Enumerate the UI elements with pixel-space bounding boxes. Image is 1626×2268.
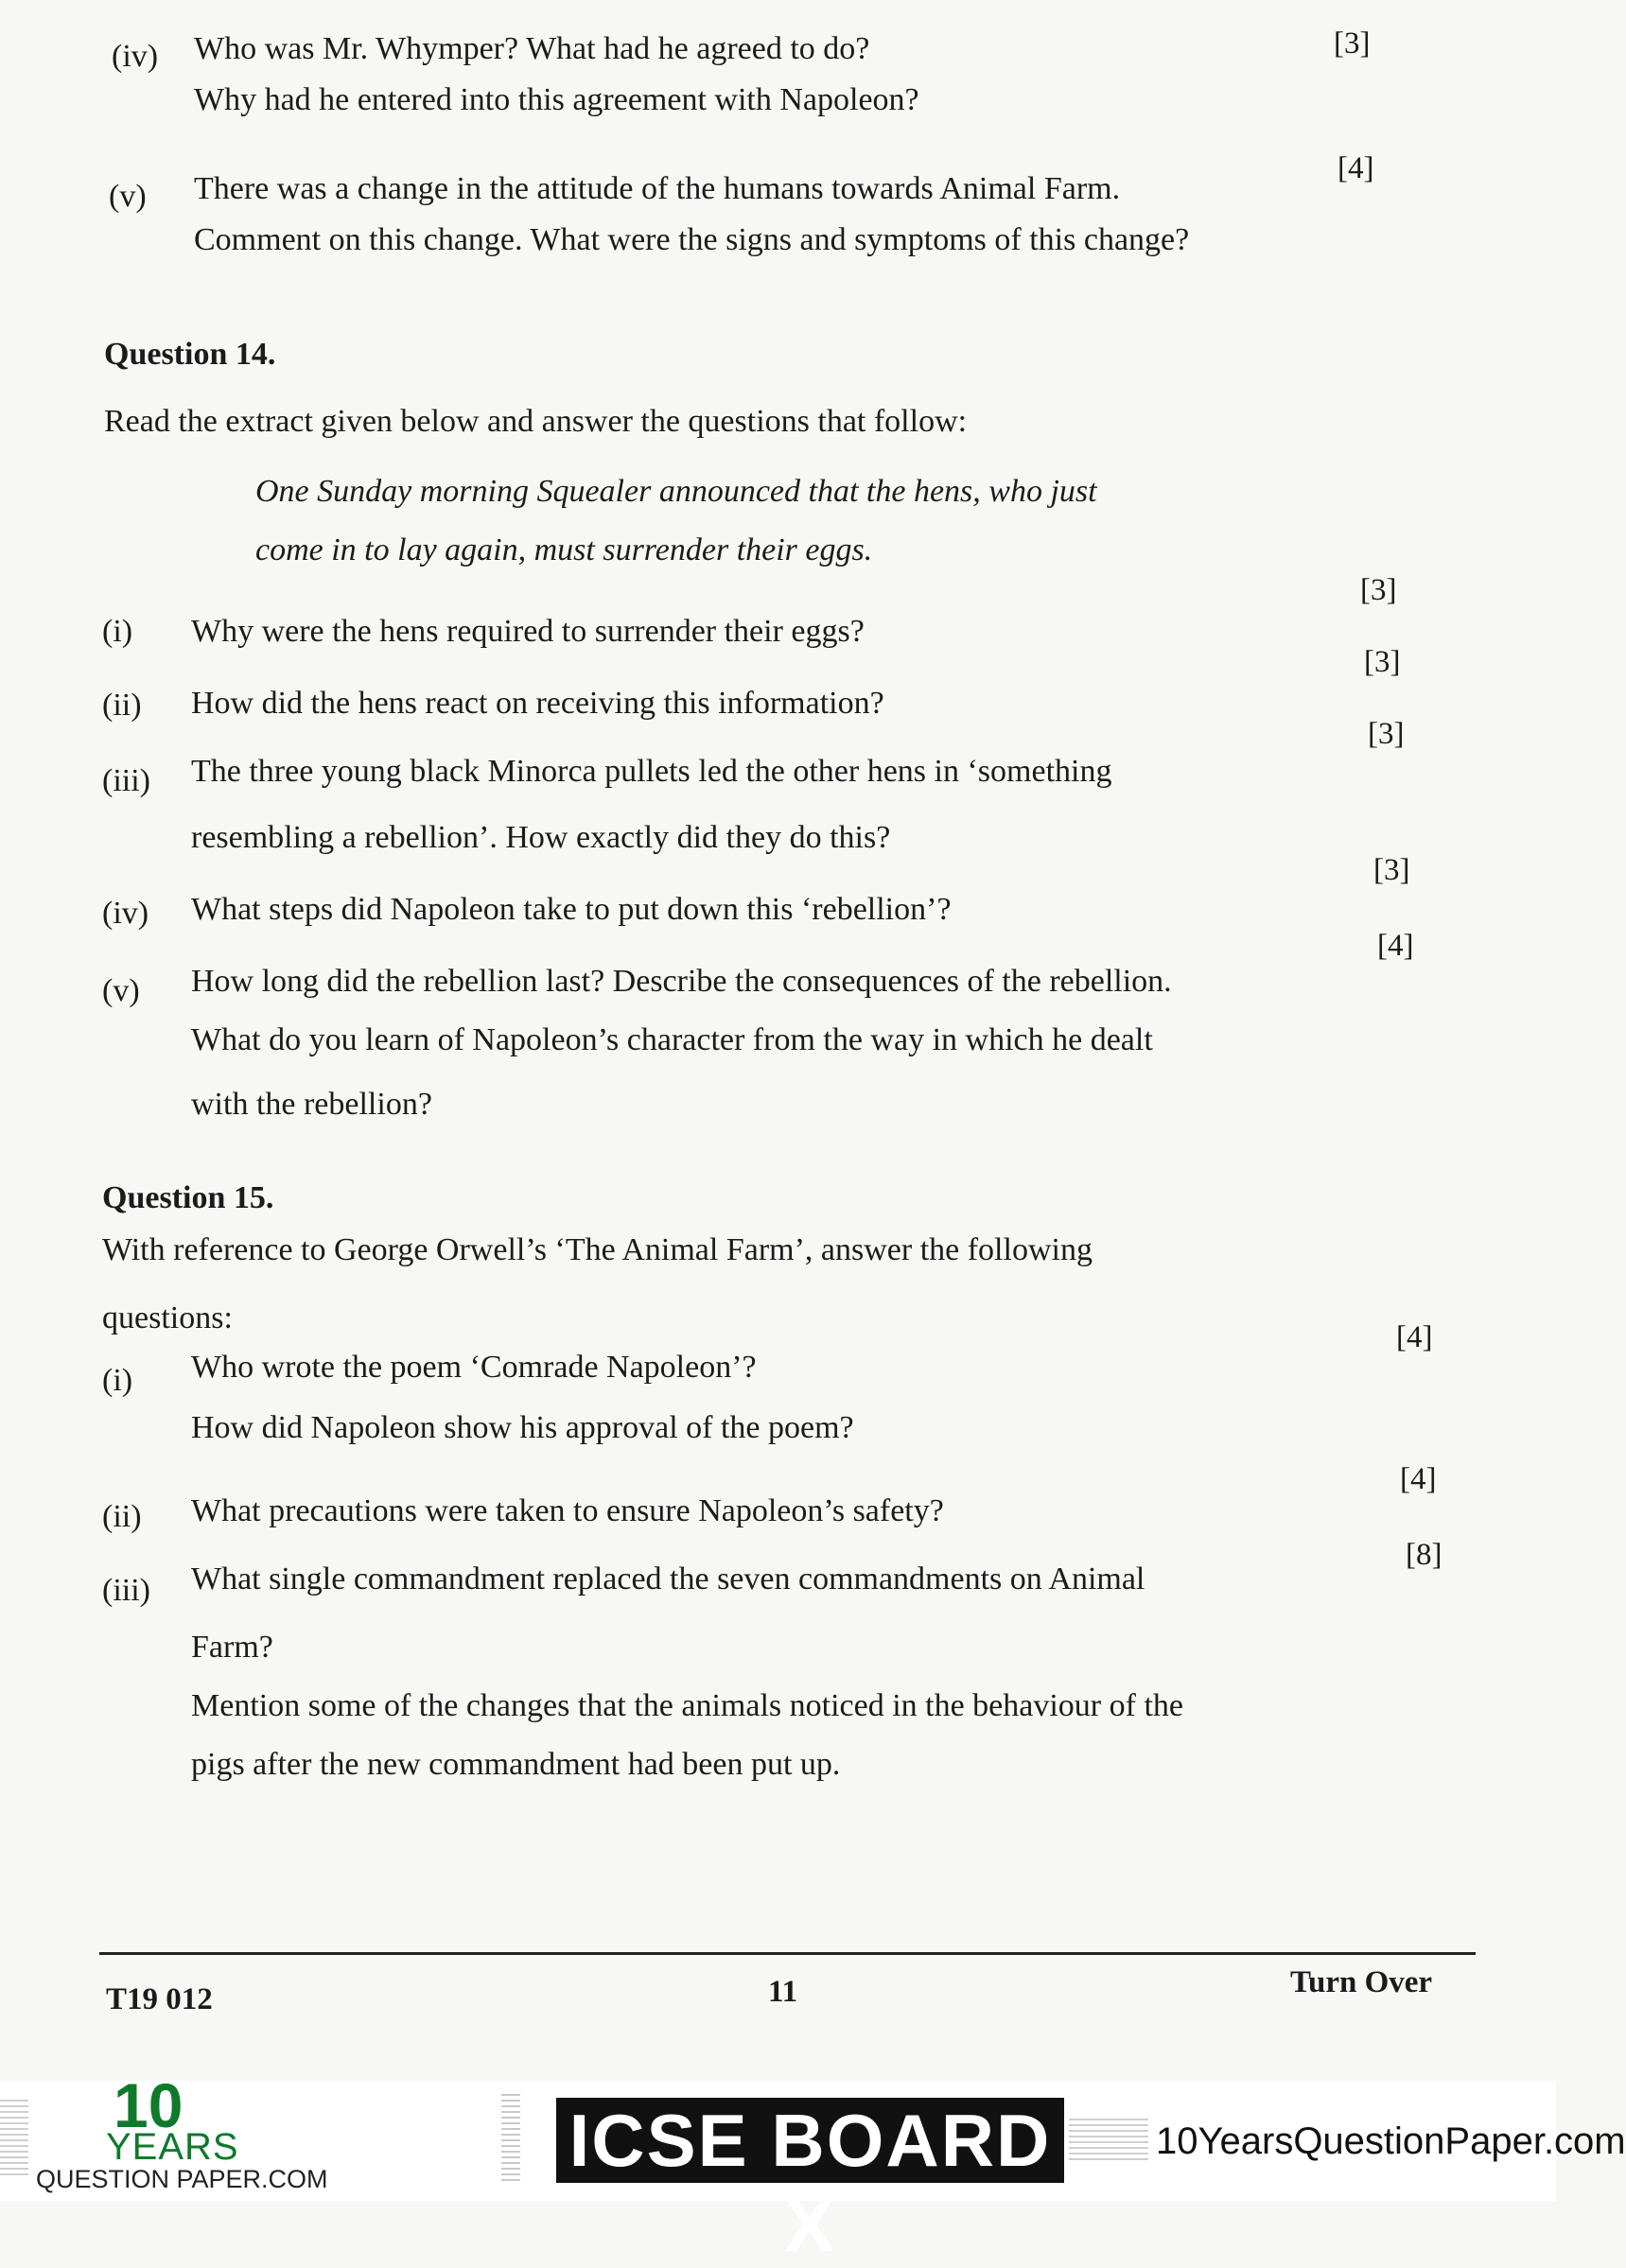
decorative-stripes-left [0, 2100, 28, 2175]
q14-iv-line-1: What steps did Napoleon take to put down this ‘rebellion’? [191, 892, 952, 927]
q13-iv-line-1: Who was Mr. Whymper? What had he agreed to do? [194, 31, 870, 66]
q14-extract-line-1: One Sunday morning Squealer announced that the hens, who just [255, 474, 1097, 509]
q14-intro: Read the extract given below and answer the questions that follow: [104, 404, 968, 439]
q14-i-mark: [3] [1360, 573, 1397, 607]
q14-iii-line-2: resembling a rebellion’. How exactly did they do this? [191, 820, 891, 855]
q14-v-line-1: How long did the rebellion last? Describe the consequences of the rebellion. [191, 964, 1172, 999]
q13-v-mark: [4] [1338, 151, 1374, 185]
footer-rule [99, 1952, 1476, 1955]
q13-iv-line-2: Why had he entered into this agreement with Napoleon? [194, 82, 919, 117]
decorative-stripes-mid [501, 2094, 520, 2185]
q15-heading: Question 15. [102, 1180, 274, 1215]
logo-number: 10 [114, 2070, 184, 2140]
q14-iii-number: (iii) [102, 763, 150, 798]
decorative-stripes-right [1069, 2119, 1148, 2164]
q14-iv-mark: [3] [1373, 853, 1410, 887]
q13-iv-mark: [3] [1334, 26, 1371, 61]
q14-iii-mark: [3] [1368, 717, 1405, 751]
turn-over-label: Turn Over [1290, 1965, 1433, 1999]
q13-v-line-1: There was a change in the attitude of the humans towards Animal Farm. [194, 171, 1121, 206]
paper-code: T19 012 [106, 1982, 213, 2016]
q14-extract-line-2: come in to lay again, must surrender their eggs. [255, 532, 873, 567]
q15-ii-mark: [4] [1400, 1462, 1437, 1496]
q14-iii-line-1: The three young black Minorca pullets led the other hens in ‘something [191, 754, 1112, 789]
q13-iv-number: (iv) [112, 39, 159, 74]
q14-v-number: (v) [102, 973, 140, 1008]
board-title: ICSE BOARD X [556, 2098, 1064, 2183]
q15-iii-mark: [8] [1406, 1538, 1442, 1572]
q14-v-mark: [4] [1377, 929, 1414, 963]
q14-ii-mark: [3] [1364, 645, 1401, 679]
logo-subtitle: QUESTION PAPER.COM [36, 2165, 328, 2193]
q15-iii-number: (iii) [102, 1573, 150, 1608]
q14-heading: Question 14. [104, 337, 276, 372]
q14-v-line-2: What do you learn of Napoleon’s character from the way in which he dealt [191, 1022, 1153, 1057]
q14-i-line-1: Why were the hens required to surrender their eggs? [191, 614, 865, 649]
logo-years: YEARS [106, 2126, 239, 2168]
q15-i-number: (i) [102, 1363, 133, 1398]
q14-ii-line-1: How did the hens react on receiving this information? [191, 686, 884, 721]
site-url[interactable]: 10YearsQuestionPaper.com [1156, 2120, 1626, 2162]
q15-i-line-1: Who wrote the poem ‘Comrade Napoleon’? [191, 1350, 757, 1385]
q15-i-mark: [4] [1396, 1320, 1433, 1354]
q14-v-line-3: with the rebellion? [191, 1087, 432, 1122]
page-number: 11 [768, 1975, 798, 2009]
q15-iii-line-1: What single commandment replaced the seven commandments on Animal [191, 1561, 1145, 1596]
q15-intro-line-2: questions: [102, 1300, 233, 1335]
q15-iii-line-3: Mention some of the changes that the animals noticed in the behaviour of the [191, 1688, 1183, 1723]
q14-i-number: (i) [102, 614, 133, 649]
q15-ii-line-1: What precautions were taken to ensure Napoleon’s safety? [191, 1493, 944, 1528]
q14-ii-number: (ii) [102, 688, 142, 723]
q13-v-line-2: Comment on this change. What were the signs and symptoms of this change? [194, 222, 1190, 257]
q15-iii-line-2: Farm? [191, 1630, 273, 1665]
q15-ii-number: (ii) [102, 1499, 142, 1534]
q14-iv-number: (iv) [102, 896, 149, 931]
q15-iii-line-4: pigs after the new commandment had been put up. [191, 1747, 841, 1782]
q15-intro-line-1: With reference to George Orwell’s ‘The Animal Farm’, answer the following [102, 1232, 1093, 1267]
q13-v-number: (v) [109, 179, 147, 214]
q15-i-line-2: How did Napoleon show his approval of the poem? [191, 1410, 854, 1445]
